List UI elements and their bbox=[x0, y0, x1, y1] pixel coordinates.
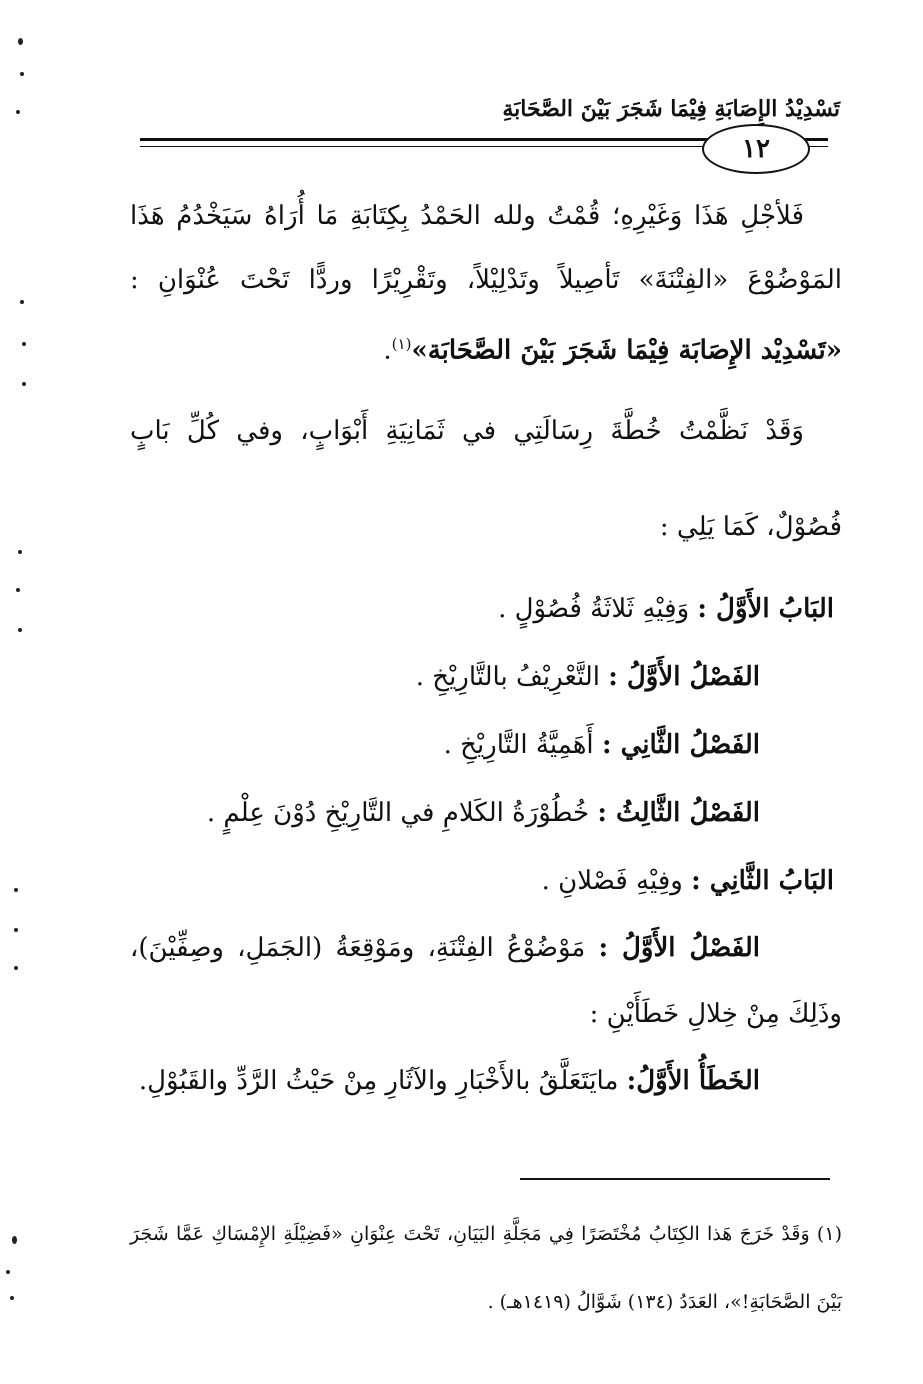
scan-speck bbox=[10, 1296, 14, 1300]
section-text: خُطُوْرَةُ الكَلامِ في التَّارِيْخِ دُوْنَ عِلْمٍ . bbox=[206, 797, 598, 828]
section-text: مَوْضُوْعُ الفِتْنَةِ، ومَوْقِعَةُ (الجَمَلِ، وصِفِّيْنَ)، وذَلِكَ مِنْ خِلالِ خَطَأَيْنِ : bbox=[130, 932, 842, 1029]
chapter-2-section-1 bbox=[130, 915, 842, 1047]
chapter-2 bbox=[130, 847, 842, 915]
scan-speck bbox=[14, 966, 18, 970]
error-label: الخَطَأُ الأَوَّلُ: bbox=[626, 1065, 760, 1096]
chapter-1-section-2 bbox=[130, 711, 842, 779]
intro-text: فَلأجْلِ هَذَا وَغَيْرِهِ؛ قُمْتُ ولله الحَمْدُ بِكِتَابَةِ مَا أُرَاهُ سَيَخْدُمُ هَذَا المَوْضُوْعَ «الفِتْنَةَ» تَأصِيلاً وتَدْلِيْلاً، وتَقْرِيْرًا وردًّا تَحْتَ عُنْوَانِ : bbox=[130, 201, 842, 295]
scan-speck bbox=[20, 72, 24, 76]
scan-speck bbox=[12, 1236, 17, 1244]
page-number: ١٢ bbox=[702, 124, 810, 174]
error-1 bbox=[130, 1047, 842, 1115]
chapter-1-label: البَابُ الأَوَّلُ : bbox=[697, 593, 834, 624]
intro-end: . bbox=[383, 335, 392, 366]
footnote-separator bbox=[520, 1178, 830, 1180]
section-text: أَهَمِيَّةُ التَّارِيْخِ . bbox=[443, 729, 602, 760]
main-text bbox=[130, 184, 842, 1115]
section-label: الفَصْلُ الثَّانِي : bbox=[601, 729, 760, 760]
footnote-text: (١) وَقَدْ خَرَجَ هَذا الكِتَابُ مُخْتَصَرًا فِي مَجَلَّةِ البَيَانِ، تَحْتَ عِنْوَانِ «فَضِيْلَةِ الإِمْسَاكِ عَمَّا شَجَرَ بَيْنَ الصَّحَابَةِ!»، العَدَدُ (١٣٤) شَوَّالُ (١٤١٩هـ) . bbox=[130, 1223, 842, 1313]
section-text: التَّعْرِيْفُ بالتَّارِيْخِ . bbox=[415, 661, 609, 692]
section-label: الفَصْلُ الثَّالِثُ : bbox=[597, 797, 760, 828]
scan-speck bbox=[16, 110, 20, 114]
book-title: «تَسْدِيْد الإِصَابَة فِيْمَا شَجَرَ بَيْنَ الصَّحَابَة» bbox=[411, 335, 842, 366]
scan-speck bbox=[18, 38, 23, 45]
footnote bbox=[130, 1200, 842, 1336]
chapter-1-section-3 bbox=[130, 779, 842, 847]
plan-paragraph: وَقَدْ نَظَّمْتُ خُطَّةَ رِسَالَتِي في ثَمَانِيَةِ أَبْوَابٍ، وفي كُلِّ بَابٍ فُصُوْلٌ، كَمَا يَلِي : bbox=[130, 415, 842, 542]
section-label: الفَصْلُ الأَوَّلُ : bbox=[608, 661, 760, 692]
scan-speck bbox=[22, 342, 26, 346]
chapter-2-text: وفِيْهِ فَصْلانِ . bbox=[541, 865, 692, 896]
footnote-reference: (١) bbox=[391, 335, 412, 353]
running-header-title: تَسْدِيْدُ الإِصَابَةِ فِيْمَا شَجَرَ بَيْنَ الصَّحَابَةِ bbox=[502, 96, 840, 122]
scan-speck bbox=[18, 550, 22, 554]
chapter-1-text: وَفِيْهِ ثَلاثَةُ فُصُوْلٍ . bbox=[498, 593, 698, 624]
chapter-2-label: البَابُ الثَّانِي : bbox=[691, 865, 834, 896]
scan-speck bbox=[6, 1270, 10, 1274]
scan-speck bbox=[22, 382, 26, 386]
scan-speck bbox=[16, 588, 20, 592]
scan-speck bbox=[18, 628, 22, 632]
scan-speck bbox=[20, 300, 24, 304]
scan-speck bbox=[14, 928, 18, 932]
scan-speck bbox=[14, 888, 18, 892]
section-label: الفَصْلُ الأَوَّلُ : bbox=[598, 932, 760, 963]
chapter-1-section-1 bbox=[130, 643, 842, 711]
chapter-1 bbox=[130, 575, 842, 643]
error-text: مايَتَعَلَّقُ بالأَخْبَارِ والآثَارِ مِنْ حَيْثُ الرَّدِّ والقَبُوْلِ. bbox=[138, 1065, 627, 1096]
intro-paragraph bbox=[130, 184, 842, 383]
